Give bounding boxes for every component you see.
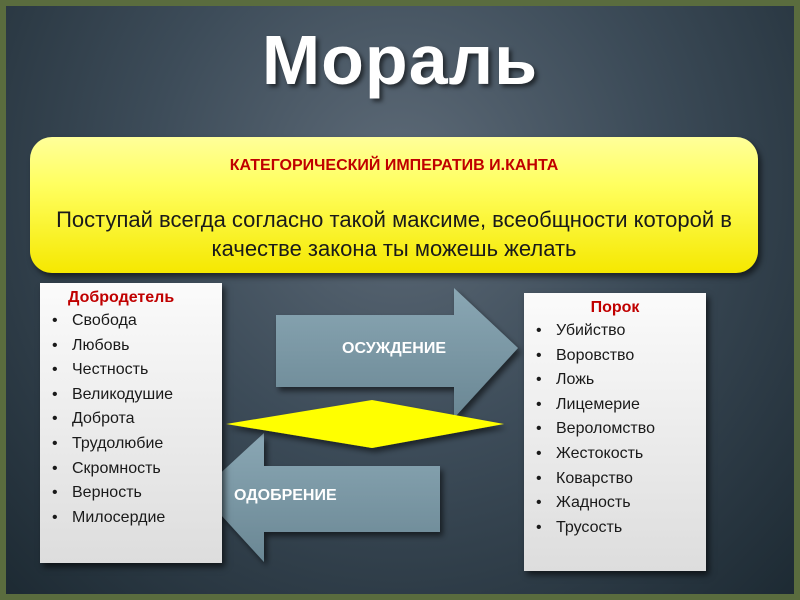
list-item: • Трудолюбие	[52, 432, 222, 457]
list-item: • Лицемерие	[536, 393, 706, 418]
list-item: • Честность	[52, 358, 222, 383]
list-item: • Воровство	[536, 344, 706, 369]
list-item: • Милосердие	[52, 506, 222, 531]
vice-box	[524, 293, 706, 571]
virtue-list	[40, 309, 222, 530]
list-item: • Жестокость	[536, 442, 706, 467]
list-item: • Доброта	[52, 407, 222, 432]
vice-list	[524, 319, 706, 540]
list-item: • Убийство	[536, 319, 706, 344]
slide	[6, 6, 794, 594]
approval-label: ОДОБРЕНИЕ	[234, 487, 337, 504]
banner-heading: КАТЕГОРИЧЕСКИЙ ИМПЕРАТИВ И.КАНТА	[229, 157, 559, 174]
list-item: • Любовь	[52, 334, 222, 359]
list-item: • Великодушие	[52, 383, 222, 408]
banner-text: Поступай всегда согласно такой максиме, всеобщности которой в качестве закона ты можешь желать	[56, 207, 732, 261]
list-item: • Скромность	[52, 457, 222, 482]
list-item: • Верность	[52, 481, 222, 506]
virtue-box	[40, 283, 222, 563]
vice-title: Порок	[590, 299, 640, 316]
list-item: • Трусость	[536, 516, 706, 541]
list-item: • Вероломство	[536, 417, 706, 442]
condemnation-label: ОСУЖДЕНИЕ	[342, 340, 446, 357]
list-item: • Ложь	[536, 368, 706, 393]
list-item: • Свобода	[52, 309, 222, 334]
slide-title: Мораль	[261, 21, 539, 99]
list-item: • Коварство	[536, 467, 706, 492]
list-item: • Жадность	[536, 491, 706, 516]
virtue-title: Добродетель	[68, 289, 175, 306]
